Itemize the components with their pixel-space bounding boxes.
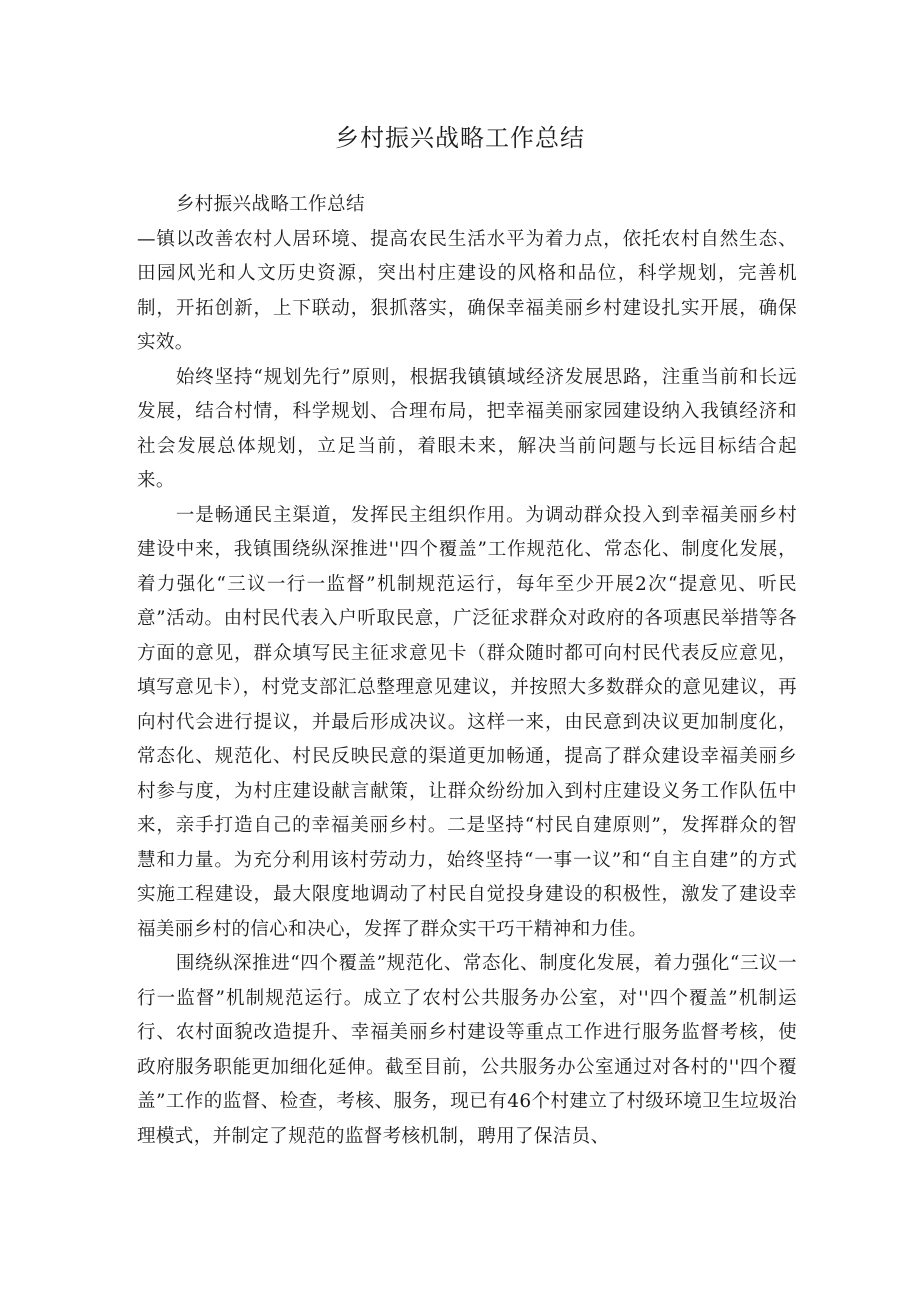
paragraph-planning: 始终坚持“规划先行”原则，根据我镇镇域经济发展思路，注重当前和长远发展，结合村情，科学规划、合理布局，把幸福美丽家园建设纳入我镇经济和社会发展总体规划，立足当前，着眼未来，解决当前问题与长远目标结合起来。 <box>137 366 797 491</box>
paragraph-intro: —镇以改善农村人居环境、提高农民生活水平为着力点，依托农村自然生态、田园风光和人文历史资源，突出村庄建设的风格和品位，科学规划，完善机制，开拓创新，上下联动，狠抓落实，确保幸福美丽乡村建设扎实开展，确保实效。 <box>137 228 797 353</box>
paragraph-democracy: 一是畅通民主渠道，发挥民主组织作用。为调动群众投入到幸福美丽乡村建设中来，我镇围绕纵深推进''四个覆盖”工作规范化、常态化、制度化发展，着力强化“三议一行一监督”机制规范运行，每年至少开展2次“提意见、听民意”活动。由村民代表入户听取民意，广泛征求群众对政府的各项惠民举措等各方面的意见，群众填写民主征求意见卡（群众随时都可向村民代表反应意见，填写意见卡），村党支部汇总整理意见建议，并按照大多数群众的意见建议，再向村代会进行提议，并最后形成决议。这样一来，由民意到决议更加制度化，常态化、规范化、村民反映民意的渠道更加畅通，提高了群众建设幸福美丽乡村参与度，为村庄建设献言献策，让群众纷纷加入到村庄建设义务工作队伍中来，亲手打造自己的幸福美丽乡村。二是坚持“村民自建原则”，发挥群众的智慧和力量。为充分利用该村劳动力，始终坚持“一事一议”和“自主自建”的方式实施工程建设，最大限度地调动了村民自觉投身建设的积极性，激发了建设幸福美丽乡村的信心和决心，发挥了群众实干巧干精神和力佳。 <box>137 504 797 940</box>
document-body <box>137 188 797 1154</box>
paragraph-supervision: 围绕纵深推进“四个覆盖”规范化、常态化、制度化发展，着力强化“三议一行一监督”机制规范运行。成立了农村公共服务办公室，对''四个覆盖”机制运行、农村面貌改造提升、幸福美丽乡村建设等重点工作进行服务监督考核，使政府服务职能更加细化延伸。截至目前，公共服务办公室通过对各村的''四个覆盖”工作的监督、检查，考核、服务，现已有46个村建立了村级环境卫生垃圾治理模式，并制定了规范的监督考核机制，聘用了保洁员、 <box>137 953 797 1147</box>
paragraph-subtitle: 乡村振兴战略工作总结 <box>175 194 365 215</box>
document-title: 乡村振兴战略工作总结 <box>335 124 585 152</box>
